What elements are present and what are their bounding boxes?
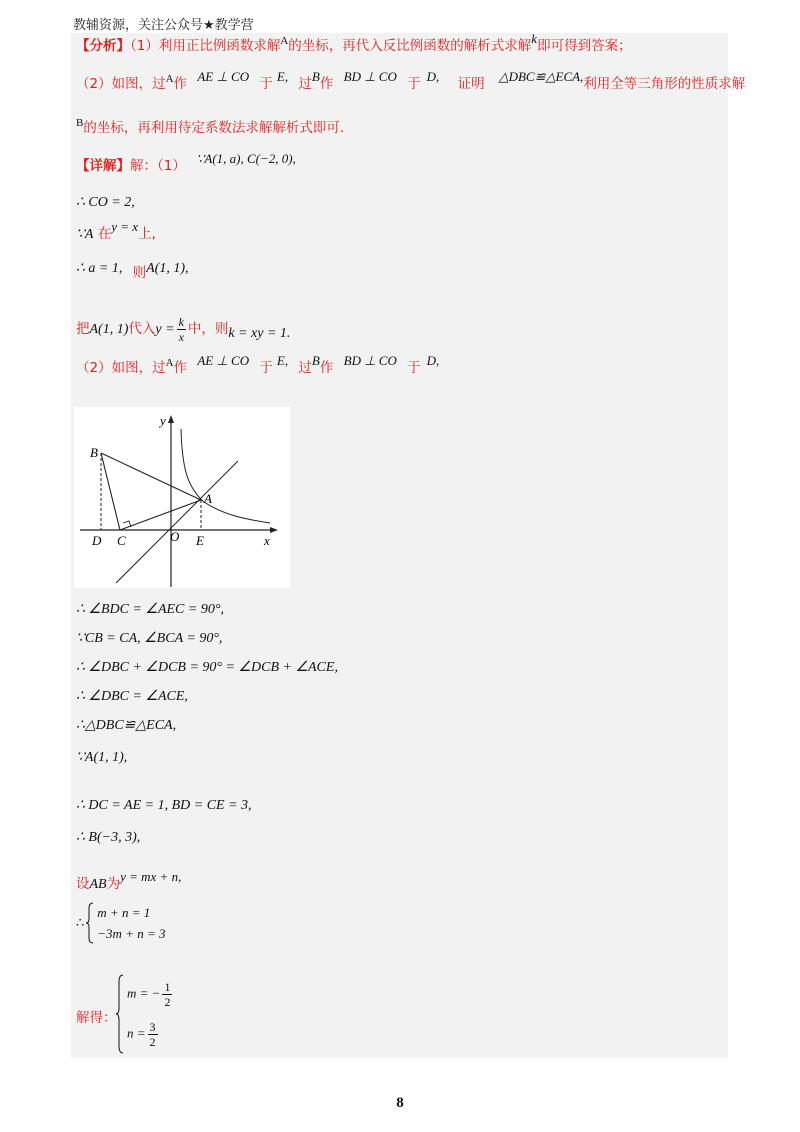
word-jiede: 解得： — [76, 1010, 117, 1026]
k-label: k — [531, 31, 538, 46]
page-number: 8 — [396, 1095, 404, 1111]
fraction-denominator: x — [178, 330, 184, 344]
hyperbola-curve — [181, 429, 270, 523]
left-brace — [86, 902, 94, 944]
word-wei: 为 — [106, 876, 121, 892]
point-a-ref: ∵A — [76, 227, 94, 242]
therefore-symbol: ∴ — [76, 915, 85, 930]
segment-ca — [120, 500, 201, 530]
solution-system — [116, 974, 174, 1054]
segment-ab-label: AB — [89, 877, 107, 892]
detail-line-co — [76, 192, 135, 213]
word-yu: 于 — [259, 360, 273, 376]
word-guo: 过 — [298, 360, 312, 376]
congruence-statement: △DBC≌△ECA, — [498, 69, 584, 84]
equation-system — [76, 902, 166, 944]
analysis-tag: 【分析】 — [76, 38, 130, 54]
point-e-label: E, — [276, 69, 289, 84]
solve-label — [76, 1008, 117, 1028]
y-axis-arrow — [168, 415, 174, 423]
fraction-denominator: 2 — [164, 994, 171, 1009]
proof-step: ∴ ∠DBC + ∠DCB = 90° = ∠DCB + ∠ACE, — [76, 660, 338, 675]
line-y-eq-x — [116, 461, 238, 583]
word-zuo: 作 — [173, 76, 188, 92]
n-solution — [127, 1020, 174, 1049]
word-zhong-ze: 中，则 — [187, 321, 229, 337]
perp-ae-co: AE ⊥ CO — [197, 69, 250, 84]
label-x: x — [264, 533, 270, 548]
segment-bc — [101, 453, 120, 530]
label-d: D — [92, 533, 102, 548]
word-yu: 于 — [407, 76, 421, 92]
proof-step: ∴△DBC≌△ECA, — [76, 718, 177, 733]
word-shang: 上, — [138, 226, 156, 242]
word-yu: 于 — [259, 76, 273, 92]
n-lhs: n = — [127, 1024, 146, 1040]
m-lhs: m = − — [127, 984, 161, 1000]
point-e-label: E, — [276, 353, 289, 368]
fraction-denominator: 2 — [149, 1034, 156, 1049]
equation-row: m + n = 1 — [97, 904, 151, 920]
analysis-p2-tail: 利用全等三角形的性质求解 — [583, 76, 746, 92]
left-brace — [116, 974, 124, 1054]
m-solution — [127, 980, 174, 1009]
detail-line-part2 — [76, 353, 440, 379]
fraction-numerator: k — [178, 315, 184, 329]
line-equation: y = x — [111, 219, 139, 234]
point-d-label: D, — [426, 69, 440, 84]
detail-line-on-line — [76, 219, 156, 245]
solution-rows — [124, 974, 174, 1054]
proof-step: ∴ DC = AE = 1, BD = CE = 3, — [76, 798, 252, 813]
geometry-figure — [74, 407, 290, 588]
detail-line-k — [76, 315, 290, 344]
analysis-p1-suffix: 即可得到答案； — [537, 38, 632, 54]
word-yu: 于 — [407, 360, 421, 376]
word-ze: 则 — [132, 265, 147, 281]
analysis-p2-prefix: （2）如图，过 — [76, 76, 166, 92]
word-zai: 在 — [97, 226, 112, 242]
label-a: A — [204, 491, 212, 506]
point-b-label: B — [311, 353, 320, 368]
detail-line-a-value — [76, 258, 189, 279]
label-b: B — [90, 445, 98, 460]
proof-step: ∴ ∠DBC = ∠ACE, — [76, 689, 188, 704]
perp-ae-co: AE ⊥ CO — [197, 353, 250, 368]
equation-row: −3m + n = 3 — [97, 925, 166, 941]
label-c: C — [117, 533, 126, 548]
point-a-coords: A(1, 1), — [146, 261, 189, 276]
perp-bd-co: BD ⊥ CO — [343, 69, 397, 84]
k-over-x-fraction — [177, 315, 186, 344]
given-points: ∵A(1, a), C(−2, 0), — [196, 151, 296, 166]
figure-svg — [74, 407, 290, 588]
inverse-function-lhs: y = — [155, 322, 175, 337]
analysis-line-1 — [76, 31, 632, 57]
point-a-label: A — [280, 35, 289, 47]
detail-part1-label: 解：（1） — [130, 158, 186, 174]
word-zhengming: 证明 — [457, 76, 485, 92]
segment-ba — [101, 453, 201, 500]
point-b-label: B — [311, 69, 320, 84]
proof-step: ∴ B(−3, 3), — [76, 830, 141, 845]
ab-equation: y = mx + n, — [120, 869, 182, 884]
system-rows — [94, 902, 165, 944]
analysis-p1-prefix: （1）利用正比例函数求解 — [130, 38, 281, 54]
set-ab-line — [76, 869, 182, 895]
analysis-line-3 — [76, 118, 344, 139]
label-y: y — [160, 413, 166, 428]
word-zuo: 作 — [319, 360, 334, 376]
proof-step: ∴ ∠BDC = ∠AEC = 90°, — [76, 602, 224, 617]
point-b-label: B — [76, 117, 84, 129]
proof-step: ∵CB = CA, ∠BCA = 90°, — [76, 631, 223, 646]
m-fraction — [162, 980, 172, 1009]
label-o: O — [170, 529, 180, 544]
word-ba: 把 — [76, 321, 90, 337]
proof-step: ∵A(1, 1), — [76, 750, 128, 765]
fraction-numerator: 1 — [164, 979, 171, 994]
word-guo: 过 — [298, 76, 312, 92]
x-axis-arrow — [270, 527, 278, 533]
detail-heading — [76, 151, 296, 176]
word-she: 设 — [76, 876, 90, 892]
point-a-label: A — [165, 73, 174, 85]
word-dairu: 代入 — [128, 321, 156, 337]
co-length: ∴ CO = 2, — [76, 195, 135, 210]
analysis-line-2 — [76, 69, 746, 95]
label-e: E — [196, 533, 204, 548]
point-a-coords: A(1, 1) — [89, 322, 129, 337]
detail-part2-prefix: （2）如图，过 — [76, 360, 166, 376]
n-fraction — [148, 1020, 158, 1049]
analysis-p1-mid: 的坐标，再代入反比例函数的解析式求解 — [288, 38, 532, 54]
analysis-p3-text: 的坐标，再利用待定系数法求解解析式即可. — [83, 120, 345, 136]
perp-bd-co: BD ⊥ CO — [343, 353, 397, 368]
page-header: 教辅资源，关注公众号★教学营 — [73, 18, 254, 33]
word-zuo: 作 — [319, 76, 334, 92]
fraction-numerator: 3 — [149, 1019, 156, 1034]
point-a-label: A — [165, 357, 174, 369]
detail-tag: 【详解】 — [76, 158, 130, 174]
k-value: k = xy = 1. — [228, 326, 291, 341]
point-d-label: D, — [426, 353, 440, 368]
word-zuo: 作 — [173, 360, 188, 376]
a-value: ∴ a = 1, — [76, 261, 123, 276]
